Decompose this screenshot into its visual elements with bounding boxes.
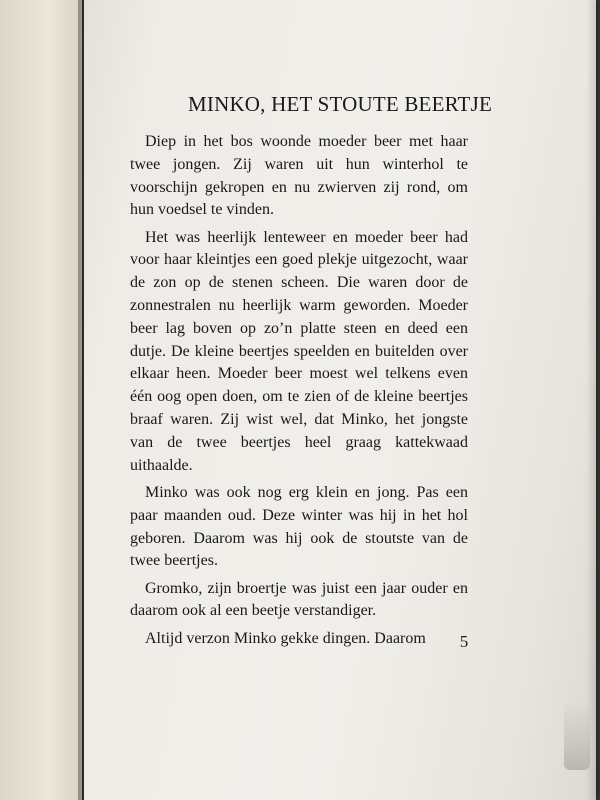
paragraph-3: Minko was ook nog erg klein en jong. Pas een paar maanden oud. Deze winter was hij in het hol geboren. Daarom was hij ook de stoutste van de twee beertjes. — [130, 483, 468, 570]
page-edge-shadow — [586, 0, 596, 800]
paragraph-4: Gromko, zijn broertje was juist een jaar ouder en daarom ook al een beetje verstandiger. — [130, 579, 468, 620]
chapter-title: MINKO, HET STOUTE BEERTJE — [188, 92, 492, 116]
page-number: 5 — [459, 632, 469, 651]
previous-page-edge — [0, 0, 82, 800]
book-page — [84, 0, 596, 800]
paragraph-1: Diep in het bos woonde moeder beer met haar twee jongen. Zij waren uit hun winterhol te voorschijn gekropen en nu zwierven zij rond, om hun voedsel te vinden. — [130, 133, 468, 219]
paragraph-5: Altijd verzon Minko gekke dingen. Daarom — [145, 629, 426, 647]
worn-corner — [564, 700, 590, 770]
chapter-body — [130, 131, 468, 655]
paragraph-2: Het was heerlijk lenteweer en moeder beer had voor haar kleintjes een goed plekje uitgezocht, waar de zon op de stenen scheen. Die waren door de zonnestralen nu heerlijk warm geworden. Moeder beer lag boven op zo’n platte steen en deed een dutje. De kleine beertjes speelden en buitelden over elkaar heen. Moeder beer moest wel telkens even één oog open doen, om te zien of de kleine beertjes braaf waren. Zij wist wel, dat Minko, het jongste van de twee beertjes heel graag kattekwaad uithaalde. — [130, 228, 468, 474]
